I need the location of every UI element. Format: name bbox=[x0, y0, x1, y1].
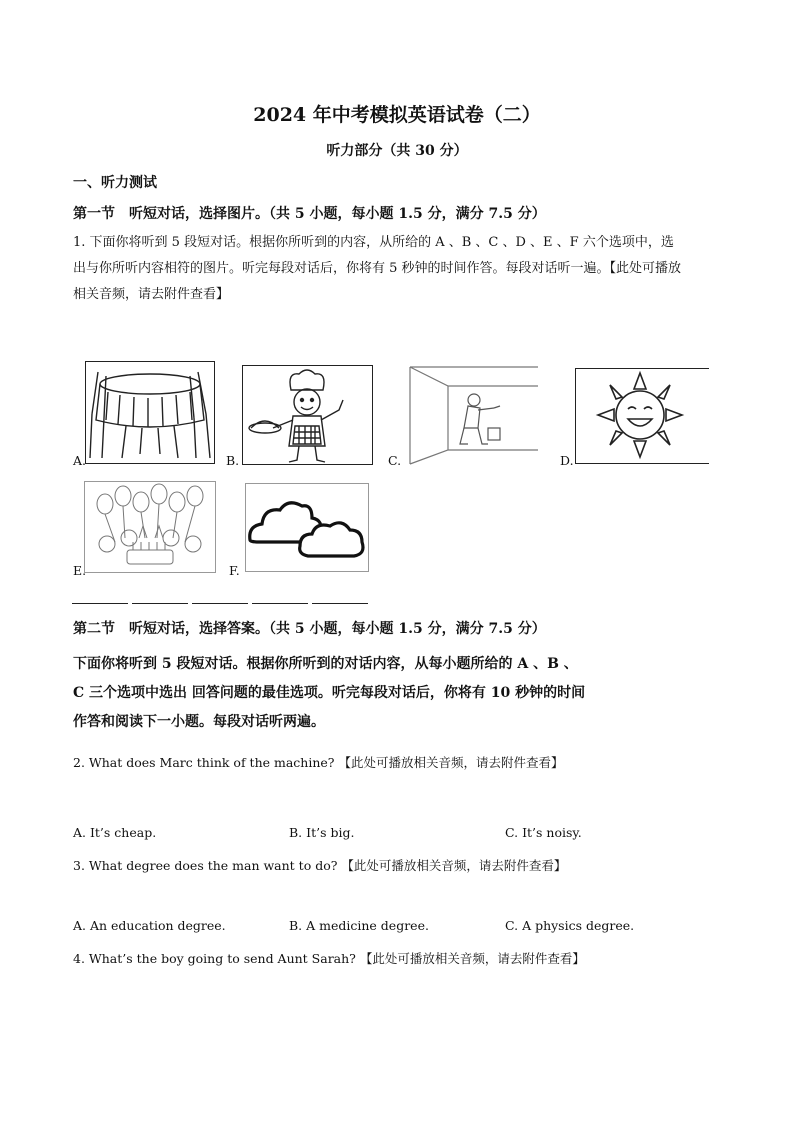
picture-label: A. bbox=[73, 453, 87, 468]
question-3: 3. What degree does the man want to do? 【此处可播放相关音频，请去附件查看】 bbox=[73, 858, 567, 873]
option-a[interactable]: A. An education degree. bbox=[73, 918, 226, 933]
sun-icon bbox=[576, 369, 708, 463]
picture-label: B. bbox=[226, 453, 240, 468]
page-subtitle: 听力部分（共 30 分） bbox=[326, 143, 468, 159]
picture-c bbox=[408, 366, 539, 465]
picture-label: C. bbox=[388, 453, 402, 468]
picture-a bbox=[85, 361, 215, 464]
picture-f bbox=[245, 483, 369, 572]
option-c[interactable]: C. A physics degree. bbox=[505, 918, 635, 933]
part1-heading: 第一节 听短对话，选择图片。（共 5 小题，每小题 1.5 分，满分 7.5 分） bbox=[73, 206, 546, 222]
picture-label: F. bbox=[229, 563, 240, 578]
chef-icon bbox=[243, 366, 372, 464]
picture-e bbox=[84, 481, 216, 573]
instruction-line: C 三个选项中选出 回答问题的最佳选项。听完每段对话后，你将有 10 秒钟的时间 bbox=[73, 685, 586, 701]
section-heading: 一、听力测试 bbox=[73, 175, 157, 191]
q1-line: 1. 下面你将听到 5 段短对话。根据你所听到的内容，从所给的 A 、B 、C 、D 、E 、F 六个选项中，选 bbox=[73, 235, 674, 250]
page-title: 2024 年中考模拟英语试卷（二） bbox=[253, 104, 541, 126]
answer-blank[interactable] bbox=[252, 603, 308, 604]
clouds-icon bbox=[246, 484, 368, 571]
q1-line: 出与你所听内容相符的图片。听完每段对话后，你将有 5 秒钟的时间作答。每段对话听一遍。【此处可播放 bbox=[73, 261, 682, 276]
answer-blank[interactable] bbox=[72, 603, 128, 604]
answer-blank[interactable] bbox=[132, 603, 188, 604]
part2-heading: 第二节 听短对话，选择答案。（共 5 小题，每小题 1.5 分，满分 7.5 分） bbox=[73, 621, 546, 637]
instruction-line: 作答和阅读下一小题。每段对话听两遍。 bbox=[73, 714, 325, 730]
question-4: 4. What’s the boy going to send Aunt Sarah? 【此处可播放相关音频，请去附件查看】 bbox=[73, 951, 585, 966]
answer-blank[interactable] bbox=[312, 603, 368, 604]
instruction-line: 下面你将听到 5 段短对话。根据你所听到的对话内容，从每小题所给的 A 、B 、 bbox=[73, 656, 578, 672]
birthday-party-icon bbox=[85, 482, 215, 572]
table-chairs-icon bbox=[86, 362, 214, 463]
picture-d bbox=[575, 368, 709, 464]
option-b[interactable]: B. It’s big. bbox=[289, 825, 355, 840]
picture-label: D. bbox=[560, 453, 574, 468]
painter-icon bbox=[408, 366, 539, 465]
part2-instructions bbox=[73, 650, 585, 737]
q1-line: 相关音频，请去附件查看】 bbox=[73, 287, 230, 302]
answer-blank[interactable] bbox=[192, 603, 248, 604]
q1-instructions bbox=[73, 230, 681, 308]
option-c[interactable]: C. It’s noisy. bbox=[505, 825, 582, 840]
picture-b bbox=[242, 365, 373, 465]
question-2: 2. What does Marc think of the machine? 【此处可播放相关音频，请去附件查看】 bbox=[73, 755, 564, 770]
option-b[interactable]: B. A medicine degree. bbox=[289, 918, 429, 933]
picture-label: E. bbox=[73, 563, 87, 578]
option-a[interactable]: A. It’s cheap. bbox=[73, 825, 157, 840]
